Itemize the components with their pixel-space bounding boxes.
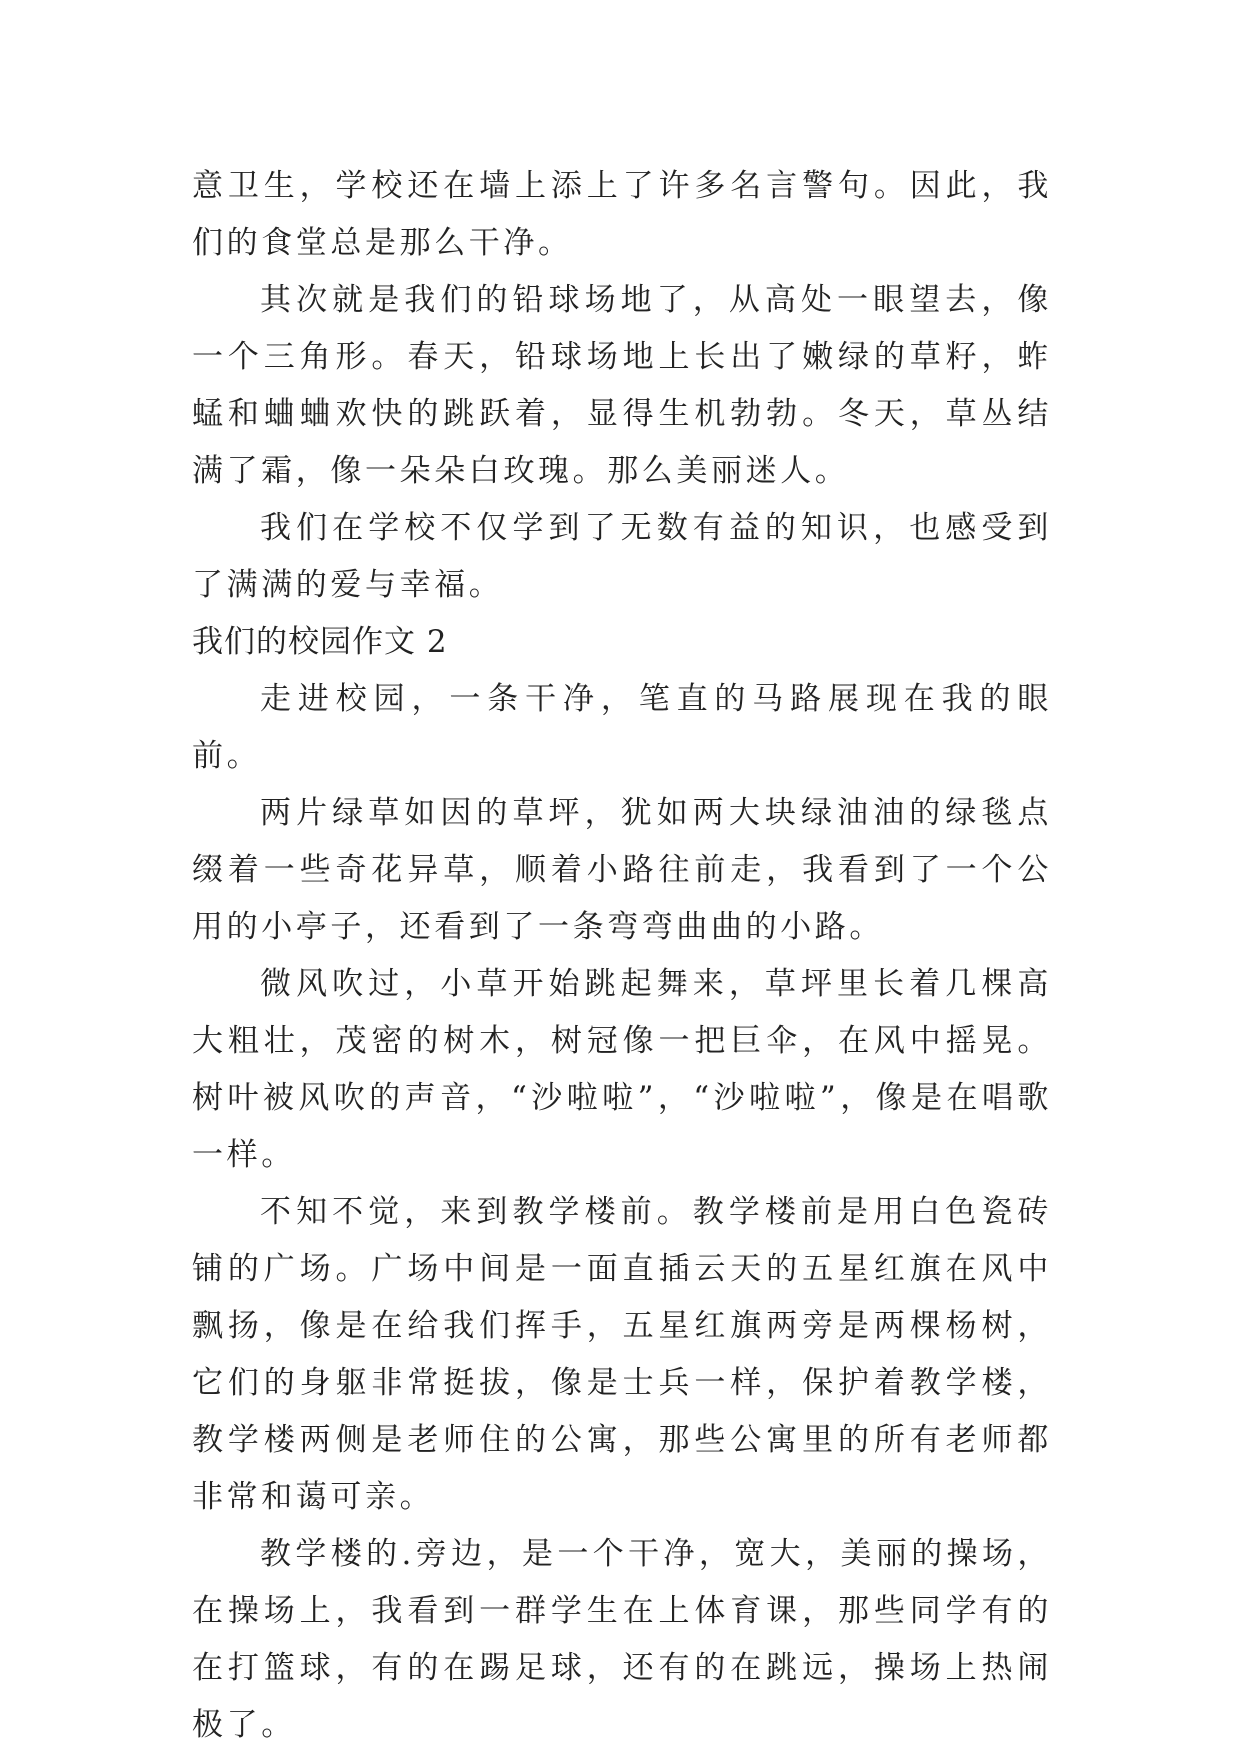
paragraph-lawn: 两片绿草如因的草坪，犹如两大块绿油油的绿毯点缀着一些奇花异草，顺着小路往前走，我看到了一个公用的小亭子，还看到了一条弯弯曲曲的小路。 (192, 795, 1052, 945)
paragraph-school-gains: 我们在学校不仅学到了无数有益的知识，也感受到了满满的爱与幸福。 (192, 510, 1052, 603)
paragraph-canteen-end: 意卫生，学校还在墙上添上了许多名言警句。因此，我们的食堂总是那么干净。 (192, 168, 1052, 261)
paragraph-breeze: 微风吹过，小草开始跳起舞来，草坪里长着几棵高大粗壮，茂密的树木，树冠像一把巨伞，在风中摇晃。树叶被风吹的声音，“沙啦啦”，“沙啦啦”，像是在唱歌一样。 (192, 966, 1052, 1173)
essay-heading: 我们的校园作文 2 (192, 624, 448, 660)
paragraph-shotput-field: 其次就是我们的铅球场地了，从高处一眼望去，像一个三角形。春天，铅球场地上长出了嫩绿的草籽，蚱蜢和蛐蛐欢快的跳跃着，显得生机勃勃。冬天，草丛结满了霜，像一朵朵白玫瑰。那么美丽迷人。 (192, 282, 1052, 489)
document-body (192, 158, 1052, 1754)
paragraph-entering-campus: 走进校园，一条干净，笔直的马路展现在我的眼前。 (192, 681, 1052, 774)
paragraph-teaching-building: 不知不觉，来到教学楼前。教学楼前是用白色瓷砖铺的广场。广场中间是一面直插云天的五星红旗在风中飘扬，像是在给我们挥手，五星红旗两旁是两棵杨树，它们的身躯非常挺拔，像是士兵一样，保护着教学楼，教学楼两侧是老师住的公寓，那些公寓里的所有老师都非常和蔼可亲。 (192, 1194, 1052, 1515)
paragraph-playground: 教学楼的.旁边，是一个干净，宽大，美丽的操场，在操场上，我看到一群学生在上体育课，那些同学有的在打篮球，有的在踢足球，还有的在跳远，操场上热闹极了。 (192, 1536, 1052, 1743)
